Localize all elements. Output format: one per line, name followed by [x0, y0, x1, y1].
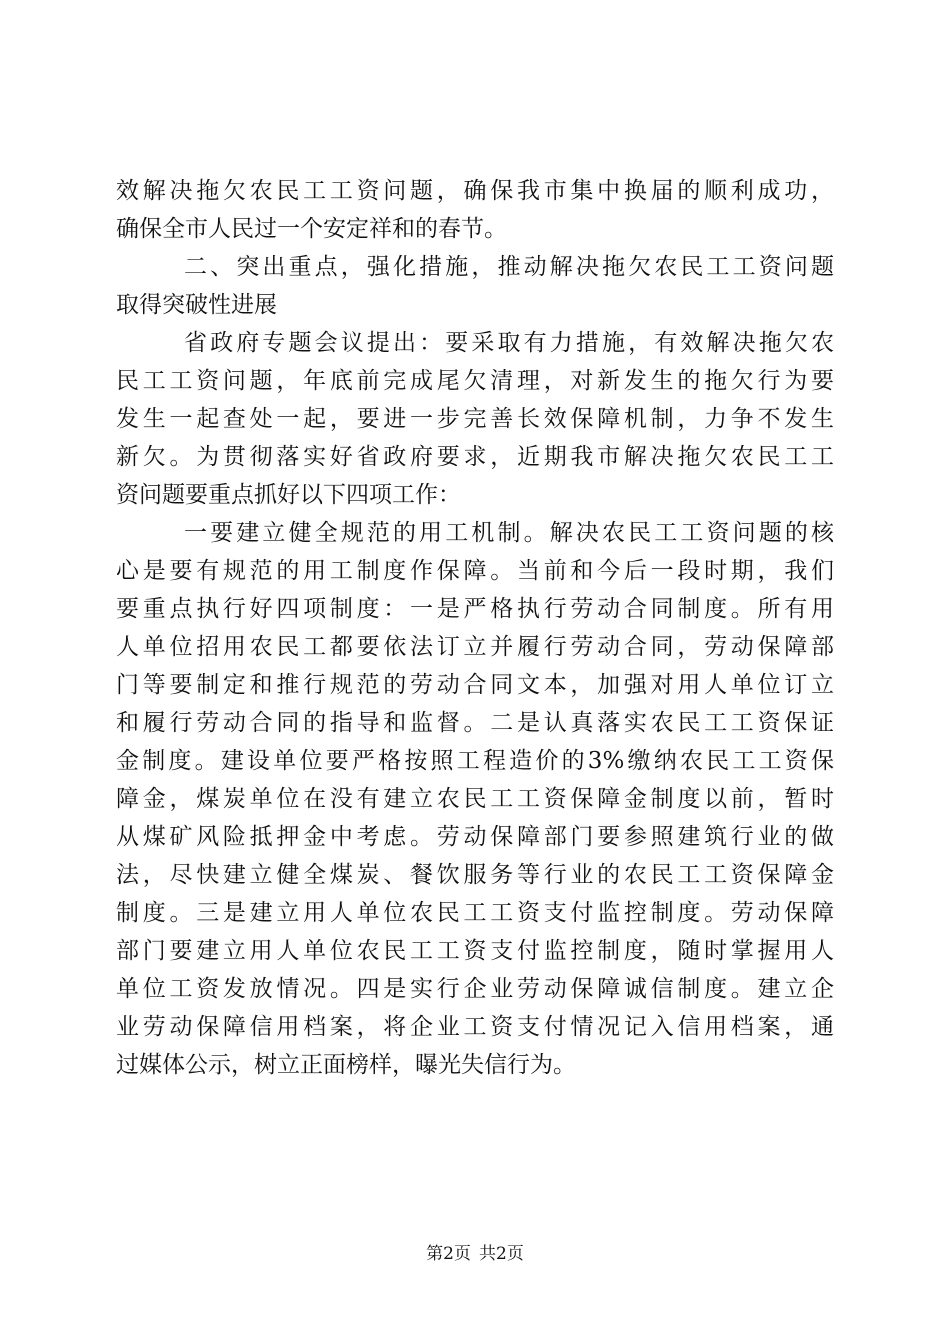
page-total: 共2页 — [479, 1244, 524, 1264]
document-body — [116, 172, 834, 1084]
text-line: 从煤矿风险抵押金中考虑。劳动保障部门要参照建筑行业的做 — [116, 824, 834, 850]
text-line: 要重点执行好四项制度：一是严格执行劳动合同制度。所有用 — [116, 596, 834, 622]
text-line: 单位工资发放情况。四是实行企业劳动保障诚信制度。建立企 — [116, 976, 834, 1002]
page-number: 第2页 — [426, 1244, 471, 1264]
text-line: 过媒体公示，树立正面榜样，曝光失信行为。 — [116, 1052, 576, 1078]
text-line: 效解决拖欠农民工工资问题，确保我市集中换届的顺利成功， — [116, 178, 834, 204]
text-line: 人单位招用农民工都要依法订立并履行劳动合同，劳动保障部 — [116, 634, 834, 660]
text-line: 取得突破性进展 — [116, 292, 277, 318]
text-line: 门等要制定和推行规范的劳动合同文本，加强对用人单位订立 — [116, 672, 834, 698]
text-line: 一要建立健全规范的用工机制。解决农民工工资问题的核 — [184, 520, 834, 546]
text-line: 制度。三是建立用人单位农民工工资支付监控制度。劳动保障 — [116, 900, 834, 926]
text-line: 民工工资问题，年底前完成尾欠清理，对新发生的拖欠行为要 — [116, 368, 834, 394]
paragraph — [116, 172, 834, 248]
text-line: 法，尽快建立健全煤炭、餐饮服务等行业的农民工工资保障金 — [116, 862, 834, 888]
page-footer — [0, 1242, 950, 1266]
text-line: 业劳动保障信用档案，将企业工资支付情况记入信用档案，通 — [116, 1014, 834, 1040]
text-line: 省政府专题会议提出：要采取有力措施，有效解决拖欠农 — [184, 330, 834, 356]
text-line: 资问题要重点抓好以下四项工作： — [116, 482, 461, 508]
paragraph — [116, 324, 834, 514]
text-line: 确保全市人民过一个安定祥和的春节。 — [116, 216, 507, 242]
section-heading — [116, 248, 834, 324]
text-line: 和履行劳动合同的指导和监督。二是认真落实农民工工资保证 — [116, 710, 834, 736]
text-line: 心是要有规范的用工制度作保障。当前和今后一段时期，我们 — [116, 558, 834, 584]
text-line: 新欠。为贯彻落实好省政府要求，近期我市解决拖欠农民工工 — [116, 444, 834, 470]
paragraph — [116, 514, 834, 1084]
text-line: 金制度。建设单位要严格按照工程造价的3%缴纳农民工工资保 — [116, 748, 834, 774]
text-line: 二、突出重点，强化措施，推动解决拖欠农民工工资问题 — [184, 254, 834, 280]
text-line: 发生一起查处一起，要进一步完善长效保障机制，力争不发生 — [116, 406, 834, 432]
text-line: 障金，煤炭单位在没有建立农民工工资保障金制度以前，暂时 — [116, 786, 834, 812]
text-line: 部门要建立用人单位农民工工资支付监控制度，随时掌握用人 — [116, 938, 834, 964]
